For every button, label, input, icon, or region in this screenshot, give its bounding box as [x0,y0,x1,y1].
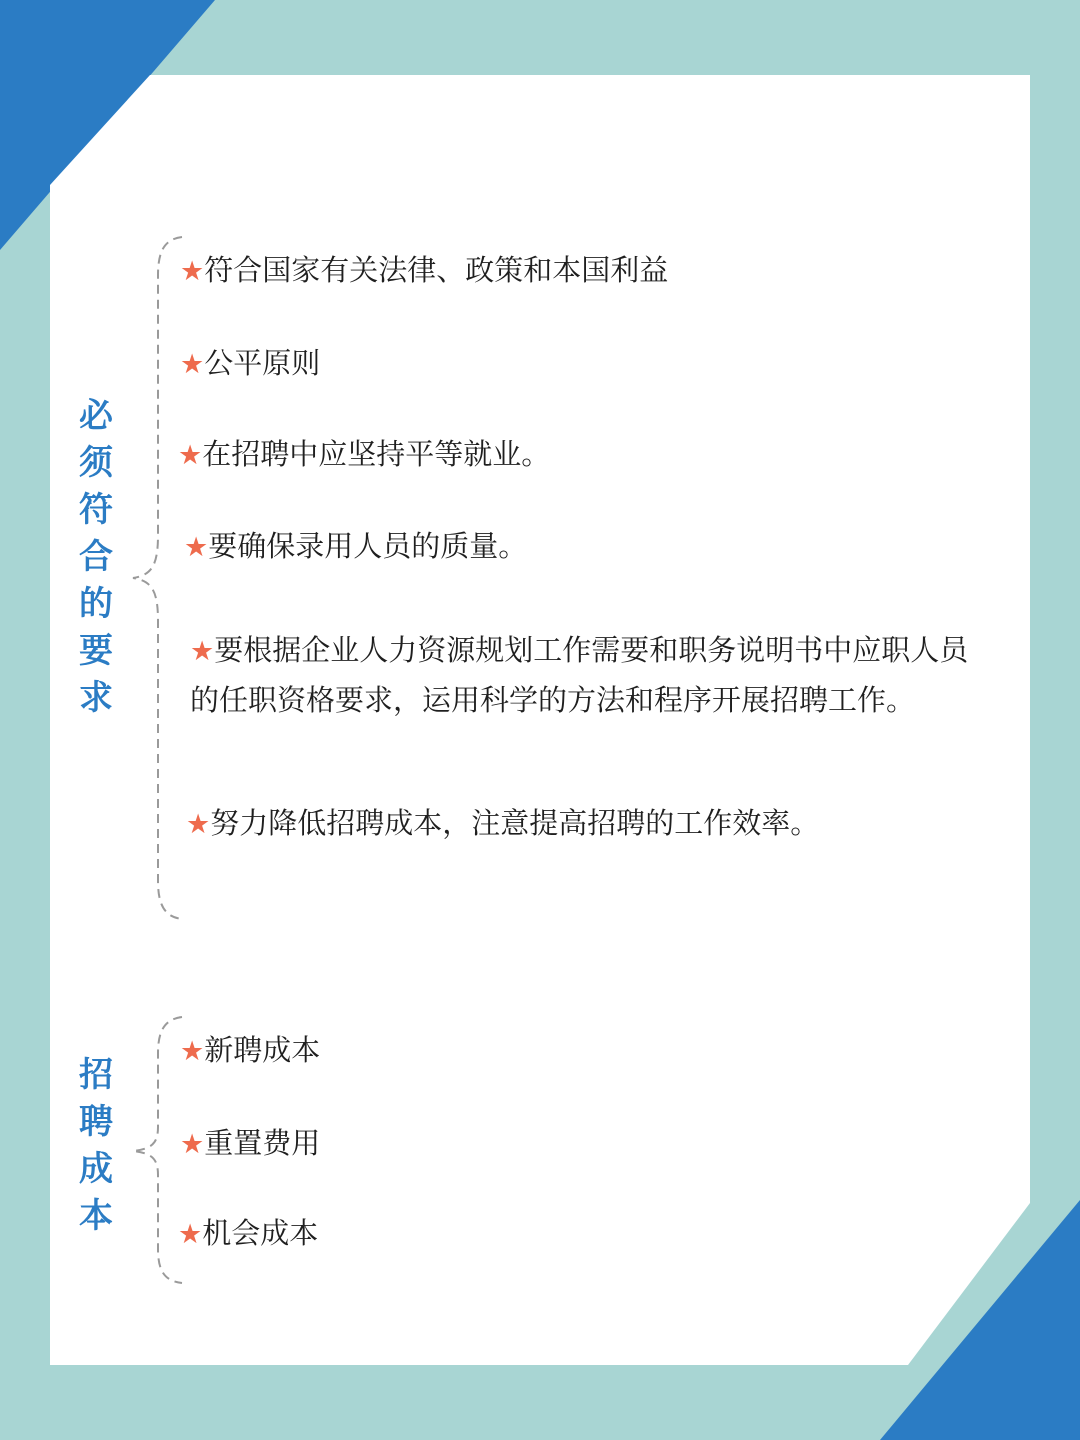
star-icon: ★ [180,1036,205,1067]
brace-requirements [128,235,188,925]
section-label-recruitment-cost: 招聘成本 [79,1055,113,1236]
list-item: ★新聘成本 [180,1033,321,1067]
star-icon: ★ [186,809,211,840]
list-item: ★要确保录用人员的质量。 [184,529,528,563]
list-item: ★机会成本 [178,1216,319,1250]
section-label-requirements: 必须符合的要求 [79,396,113,718]
star-icon: ★ [184,532,209,563]
star-icon: ★ [190,636,215,667]
star-icon: ★ [180,256,205,287]
list-item: ★在招聘中应坚持平等就业。 [178,437,551,471]
star-icon: ★ [180,1129,205,1160]
list-item: ★要根据企业人力资源规划工作需要和职务说明书中应职人员的任职资格要求，运用科学的方法和程序开展招聘工作。 [190,633,969,717]
list-item: ★重置费用 [180,1126,321,1160]
star-icon: ★ [178,1219,203,1250]
star-icon: ★ [180,349,205,380]
list-item: ★公平原则 [180,346,321,380]
star-icon: ★ [178,440,203,471]
list-item: ★努力降低招聘成本，注意提高招聘的工作效率。 [186,806,820,840]
list-item: ★符合国家有关法律、政策和本国利益 [180,253,669,287]
